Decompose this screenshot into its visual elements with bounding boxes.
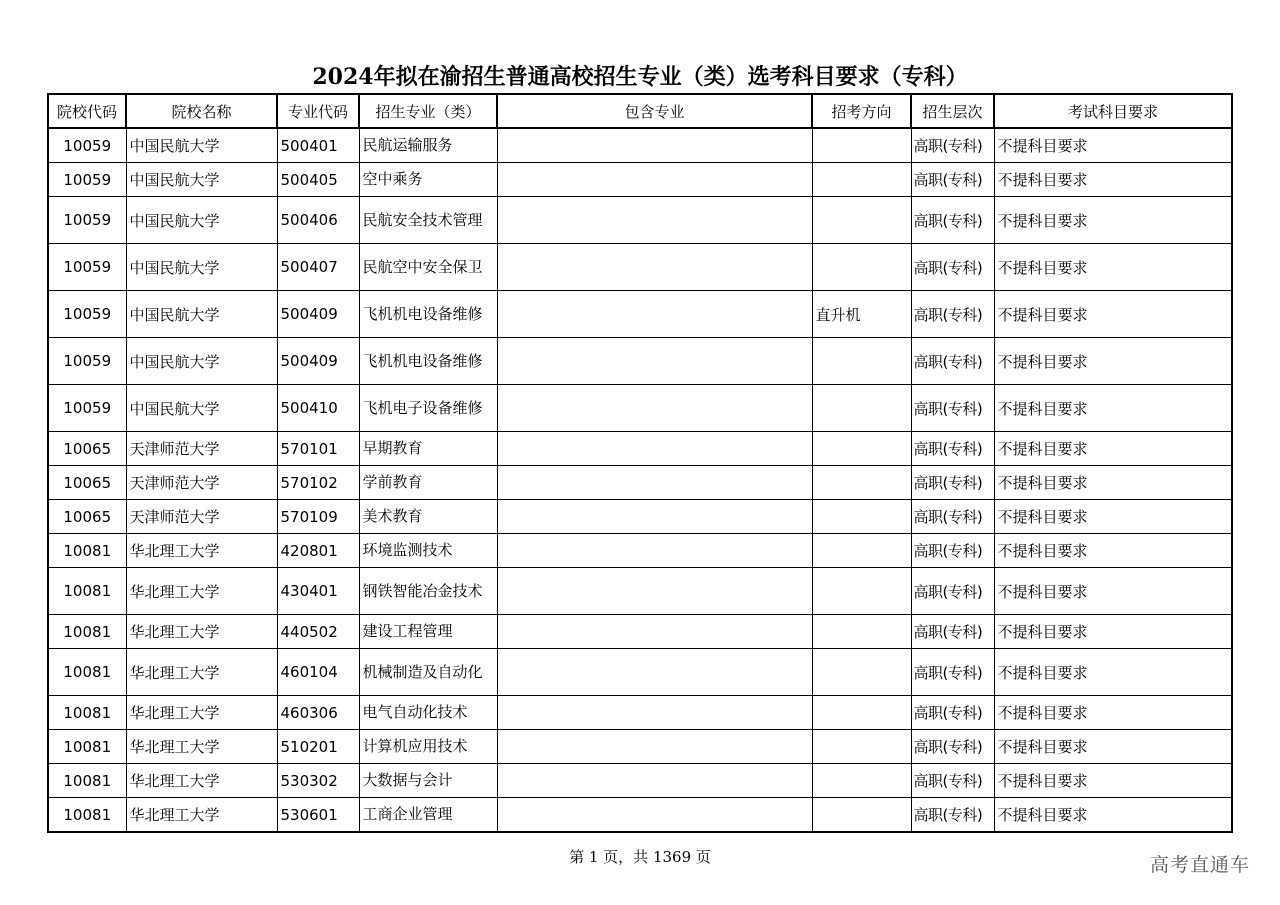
cell-direction xyxy=(812,764,911,798)
table-header-row xyxy=(48,94,1232,128)
cell-major: 钢铁智能冶金技术 xyxy=(359,568,497,615)
cell-requirement: 不提科目要求 xyxy=(994,385,1232,432)
cell-included-majors xyxy=(497,798,812,833)
cell-major: 飞机电子设备维修 xyxy=(359,385,497,432)
cell-requirement: 不提科目要求 xyxy=(994,764,1232,798)
cell-school-code: 10059 xyxy=(48,385,126,432)
cell-requirement: 不提科目要求 xyxy=(994,730,1232,764)
cell-requirement: 不提科目要求 xyxy=(994,244,1232,291)
cell-major-code: 500410 xyxy=(277,385,359,432)
cell-level: 高职(专科) xyxy=(911,798,994,833)
cell-school-name: 中国民航大学 xyxy=(126,163,277,197)
table-row xyxy=(48,764,1232,798)
cell-requirement: 不提科目要求 xyxy=(994,197,1232,244)
cell-level: 高职(专科) xyxy=(911,696,994,730)
cell-major: 美术教育 xyxy=(359,500,497,534)
cell-included-majors xyxy=(497,764,812,798)
table-row xyxy=(48,798,1232,833)
cell-direction xyxy=(812,568,911,615)
cell-level: 高职(专科) xyxy=(911,385,994,432)
table-row xyxy=(48,432,1232,466)
cell-level: 高职(专科) xyxy=(911,197,994,244)
cell-included-majors xyxy=(497,291,812,338)
cell-major-code: 500409 xyxy=(277,338,359,385)
watermark: 高考直通车 xyxy=(1149,854,1250,876)
table-row xyxy=(48,244,1232,291)
cell-school-name: 中国民航大学 xyxy=(126,385,277,432)
cell-included-majors xyxy=(497,197,812,244)
cell-level: 高职(专科) xyxy=(911,466,994,500)
cell-major-code: 510201 xyxy=(277,730,359,764)
table-row xyxy=(48,291,1232,338)
table-row xyxy=(48,730,1232,764)
cell-school-name: 天津师范大学 xyxy=(126,466,277,500)
table-row xyxy=(48,534,1232,568)
cell-level: 高职(专科) xyxy=(911,291,994,338)
cell-school-name: 华北理工大学 xyxy=(126,798,277,833)
cell-major: 计算机应用技术 xyxy=(359,730,497,764)
cell-level: 高职(专科) xyxy=(911,764,994,798)
cell-direction xyxy=(812,128,911,163)
cell-level: 高职(专科) xyxy=(911,432,994,466)
cell-school-name: 天津师范大学 xyxy=(126,500,277,534)
cell-school-name: 华北理工大学 xyxy=(126,696,277,730)
cell-requirement: 不提科目要求 xyxy=(994,128,1232,163)
cell-requirement: 不提科目要求 xyxy=(994,649,1232,696)
cell-requirement: 不提科目要求 xyxy=(994,696,1232,730)
table-row xyxy=(48,128,1232,163)
cell-included-majors xyxy=(497,163,812,197)
cell-school-code: 10059 xyxy=(48,291,126,338)
cell-requirement: 不提科目要求 xyxy=(994,568,1232,615)
table-row xyxy=(48,568,1232,615)
cell-major: 大数据与会计 xyxy=(359,764,497,798)
cell-school-name: 天津师范大学 xyxy=(126,432,277,466)
cell-included-majors xyxy=(497,128,812,163)
cell-level: 高职(专科) xyxy=(911,568,994,615)
cell-direction xyxy=(812,649,911,696)
cell-level: 高职(专科) xyxy=(911,730,994,764)
cell-school-code: 10065 xyxy=(48,466,126,500)
cell-major: 工商企业管理 xyxy=(359,798,497,833)
cell-school-name: 中国民航大学 xyxy=(126,128,277,163)
cell-school-code: 10081 xyxy=(48,764,126,798)
cell-school-name: 中国民航大学 xyxy=(126,338,277,385)
cell-requirement: 不提科目要求 xyxy=(994,500,1232,534)
cell-direction xyxy=(812,534,911,568)
cell-requirement: 不提科目要求 xyxy=(994,432,1232,466)
cell-included-majors xyxy=(497,432,812,466)
header-major-code: 专业代码 xyxy=(277,94,359,128)
cell-major: 机械制造及自动化 xyxy=(359,649,497,696)
cell-included-majors xyxy=(497,649,812,696)
cell-school-name: 华北理工大学 xyxy=(126,615,277,649)
cell-level: 高职(专科) xyxy=(911,534,994,568)
cell-school-name: 华北理工大学 xyxy=(126,534,277,568)
cell-level: 高职(专科) xyxy=(911,338,994,385)
table-row xyxy=(48,649,1232,696)
cell-level: 高职(专科) xyxy=(911,500,994,534)
header-requirement: 考试科目要求 xyxy=(994,94,1232,128)
cell-school-name: 中国民航大学 xyxy=(126,291,277,338)
cell-major: 飞机机电设备维修 xyxy=(359,338,497,385)
table-row xyxy=(48,615,1232,649)
cell-direction xyxy=(812,385,911,432)
cell-included-majors xyxy=(497,244,812,291)
table-row xyxy=(48,696,1232,730)
cell-major: 学前教育 xyxy=(359,466,497,500)
header-direction: 招考方向 xyxy=(812,94,911,128)
cell-school-code: 10059 xyxy=(48,163,126,197)
cell-direction xyxy=(812,338,911,385)
cell-included-majors xyxy=(497,534,812,568)
cell-included-majors xyxy=(497,338,812,385)
table-row xyxy=(48,500,1232,534)
cell-direction xyxy=(812,244,911,291)
cell-direction xyxy=(812,197,911,244)
cell-requirement: 不提科目要求 xyxy=(994,291,1232,338)
cell-level: 高职(专科) xyxy=(911,615,994,649)
cell-major-code: 460306 xyxy=(277,696,359,730)
cell-requirement: 不提科目要求 xyxy=(994,163,1232,197)
cell-school-name: 中国民航大学 xyxy=(126,244,277,291)
cell-major-code: 570101 xyxy=(277,432,359,466)
cell-included-majors xyxy=(497,615,812,649)
cell-major: 飞机机电设备维修 xyxy=(359,291,497,338)
cell-school-code: 10081 xyxy=(48,534,126,568)
cell-major-code: 440502 xyxy=(277,615,359,649)
cell-direction xyxy=(812,730,911,764)
cell-school-code: 10081 xyxy=(48,568,126,615)
cell-school-code: 10081 xyxy=(48,798,126,833)
table-row xyxy=(48,197,1232,244)
cell-school-code: 10065 xyxy=(48,432,126,466)
table-row xyxy=(48,466,1232,500)
cell-requirement: 不提科目要求 xyxy=(994,534,1232,568)
cell-school-code: 10081 xyxy=(48,696,126,730)
requirements-table xyxy=(47,93,1233,833)
cell-included-majors xyxy=(497,385,812,432)
cell-direction xyxy=(812,163,911,197)
table-row xyxy=(48,338,1232,385)
cell-major-code: 530302 xyxy=(277,764,359,798)
cell-direction xyxy=(812,466,911,500)
cell-included-majors xyxy=(497,500,812,534)
cell-school-code: 10059 xyxy=(48,128,126,163)
cell-included-majors xyxy=(497,568,812,615)
cell-included-majors xyxy=(497,466,812,500)
cell-direction xyxy=(812,615,911,649)
cell-major: 早期教育 xyxy=(359,432,497,466)
cell-major-code: 500409 xyxy=(277,291,359,338)
header-major: 招生专业（类） xyxy=(359,94,497,128)
cell-major-code: 500406 xyxy=(277,197,359,244)
cell-requirement: 不提科目要求 xyxy=(994,798,1232,833)
cell-major: 空中乘务 xyxy=(359,163,497,197)
header-school-name: 院校名称 xyxy=(126,94,277,128)
header-level: 招生层次 xyxy=(911,94,994,128)
header-school-code: 院校代码 xyxy=(48,94,126,128)
cell-direction: 直升机 xyxy=(812,291,911,338)
document-title: 2024年拟在渝招生普通高校招生专业（类）选考科目要求（专科） xyxy=(312,64,968,90)
cell-major-code: 430401 xyxy=(277,568,359,615)
table-row xyxy=(48,385,1232,432)
cell-major-code: 500401 xyxy=(277,128,359,163)
table-row xyxy=(48,163,1232,197)
cell-school-name: 华北理工大学 xyxy=(126,764,277,798)
cell-school-code: 10059 xyxy=(48,197,126,244)
cell-major-code: 420801 xyxy=(277,534,359,568)
cell-school-code: 10081 xyxy=(48,730,126,764)
cell-major-code: 570102 xyxy=(277,466,359,500)
cell-major: 民航空中安全保卫 xyxy=(359,244,497,291)
cell-major: 民航运输服务 xyxy=(359,128,497,163)
cell-direction xyxy=(812,500,911,534)
cell-major: 电气自动化技术 xyxy=(359,696,497,730)
cell-direction xyxy=(812,798,911,833)
cell-school-name: 中国民航大学 xyxy=(126,197,277,244)
cell-major-code: 500405 xyxy=(277,163,359,197)
cell-level: 高职(专科) xyxy=(911,244,994,291)
cell-major-code: 570109 xyxy=(277,500,359,534)
cell-major-code: 530601 xyxy=(277,798,359,833)
cell-requirement: 不提科目要求 xyxy=(994,615,1232,649)
cell-included-majors xyxy=(497,730,812,764)
cell-requirement: 不提科目要求 xyxy=(994,338,1232,385)
cell-major: 环境监测技术 xyxy=(359,534,497,568)
cell-school-code: 10081 xyxy=(48,649,126,696)
page-footer: 第 1 页，共 1369 页 xyxy=(569,848,711,866)
header-included-majors: 包含专业 xyxy=(497,94,812,128)
cell-school-code: 10059 xyxy=(48,338,126,385)
cell-direction xyxy=(812,432,911,466)
cell-school-name: 华北理工大学 xyxy=(126,568,277,615)
cell-direction xyxy=(812,696,911,730)
cell-school-code: 10081 xyxy=(48,615,126,649)
cell-level: 高职(专科) xyxy=(911,649,994,696)
cell-school-code: 10065 xyxy=(48,500,126,534)
cell-school-code: 10059 xyxy=(48,244,126,291)
cell-requirement: 不提科目要求 xyxy=(994,466,1232,500)
cell-major-code: 460104 xyxy=(277,649,359,696)
cell-major: 建设工程管理 xyxy=(359,615,497,649)
cell-school-name: 华北理工大学 xyxy=(126,730,277,764)
cell-level: 高职(专科) xyxy=(911,128,994,163)
cell-level: 高职(专科) xyxy=(911,163,994,197)
cell-major: 民航安全技术管理 xyxy=(359,197,497,244)
cell-major-code: 500407 xyxy=(277,244,359,291)
cell-school-name: 华北理工大学 xyxy=(126,649,277,696)
cell-included-majors xyxy=(497,696,812,730)
